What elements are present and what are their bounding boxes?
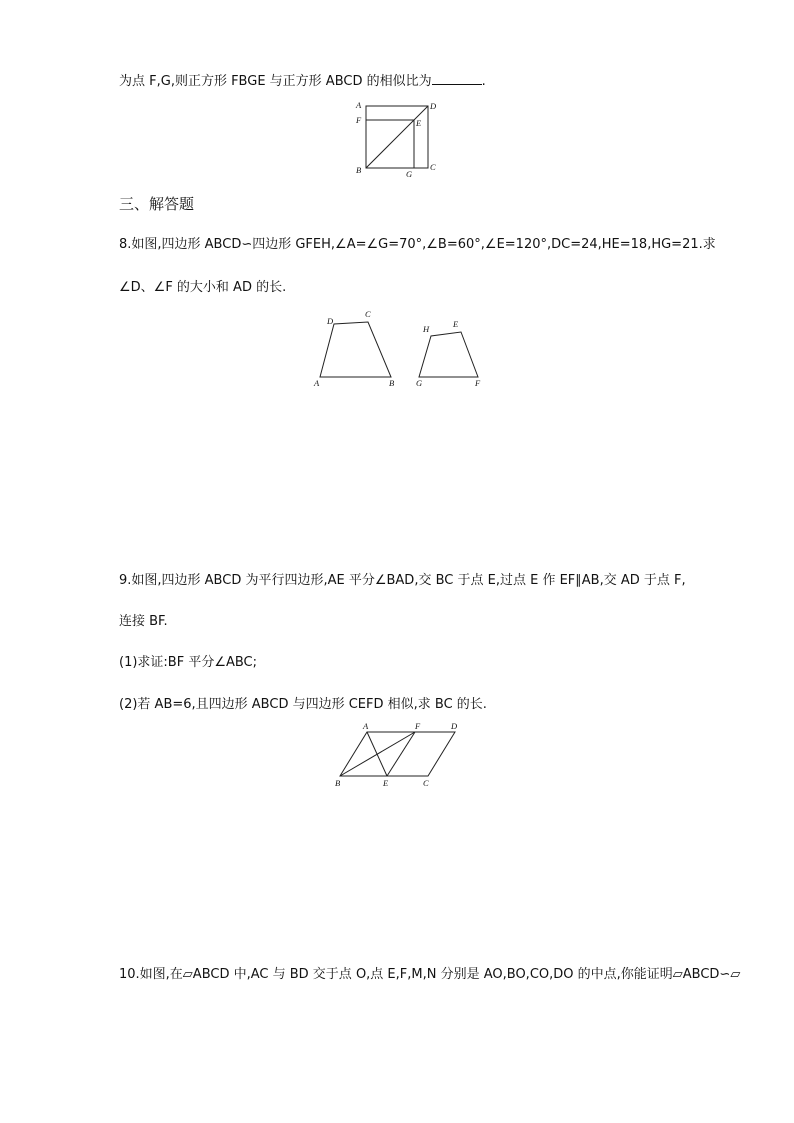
segment-bf xyxy=(340,732,415,776)
q7-text-line xyxy=(119,72,486,91)
segment-ef xyxy=(387,732,415,776)
label-e: E xyxy=(453,319,459,329)
q9-line-1: 9.如图,四边形 ABCD 为平行四边形,AE 平分∠BAD,交 BC 于点 E,过点 E 作 EF∥AB,交 AD 于点 F, xyxy=(119,573,686,588)
label-b: B xyxy=(389,378,395,388)
label-d: D xyxy=(451,721,458,731)
label-f: F xyxy=(475,378,481,388)
figure-parallelogram xyxy=(330,720,460,792)
label-c: C xyxy=(430,162,436,172)
answer-blank[interactable] xyxy=(432,72,482,85)
q9-part-1: (1)求证:BF 平分∠ABC; xyxy=(119,655,258,670)
figure-quadrilaterals xyxy=(310,308,490,390)
label-e: E xyxy=(416,118,422,128)
label-c: C xyxy=(423,778,429,788)
label-a: A xyxy=(363,721,369,731)
label-a: A xyxy=(314,378,320,388)
label-b: B xyxy=(335,778,341,788)
figure-squares xyxy=(350,98,450,180)
diagonal-bd xyxy=(366,106,428,168)
q8-line-1: 8.如图,四边形 ABCD∽四边形 GFEH,∠A=∠G=70°,∠B=60°,∠E=120°,DC=24,HE=18,HG=21.求 xyxy=(119,237,716,252)
label-b: B xyxy=(356,165,362,175)
label-f: F xyxy=(415,721,421,731)
label-d: D xyxy=(430,101,437,111)
label-a: A xyxy=(356,100,362,110)
q8-line-2: ∠D、∠F 的大小和 AD 的长. xyxy=(119,280,287,295)
q9-line-2: 连接 BF. xyxy=(119,614,168,629)
label-h: H xyxy=(423,324,430,334)
label-c: C xyxy=(365,309,371,319)
label-f: F xyxy=(356,115,362,125)
q10-line-1: 10.如图,在▱ABCD 中,AC 与 BD 交于点 O,点 E,F,M,N 分别是 AO,BO,CO,DO 的中点,你能证明▱ABCD∽▱ xyxy=(119,967,741,982)
label-d: D xyxy=(327,316,334,326)
q7-end: . xyxy=(481,74,486,89)
quad-gfeh xyxy=(419,332,478,377)
section-title: 三、解答题 xyxy=(119,195,195,213)
quad-abcd xyxy=(320,322,391,377)
parallelogram-abcd xyxy=(340,732,455,776)
label-e: E xyxy=(383,778,389,788)
q9-part-2: (2)若 AB=6,且四边形 ABCD 与四边形 CEFD 相似,求 BC 的长. xyxy=(119,697,487,712)
label-g: G xyxy=(416,378,423,388)
q7-text: 为点 F,G,则正方形 FBGE 与正方形 ABCD 的相似比为 xyxy=(119,74,432,89)
label-g: G xyxy=(406,169,413,179)
